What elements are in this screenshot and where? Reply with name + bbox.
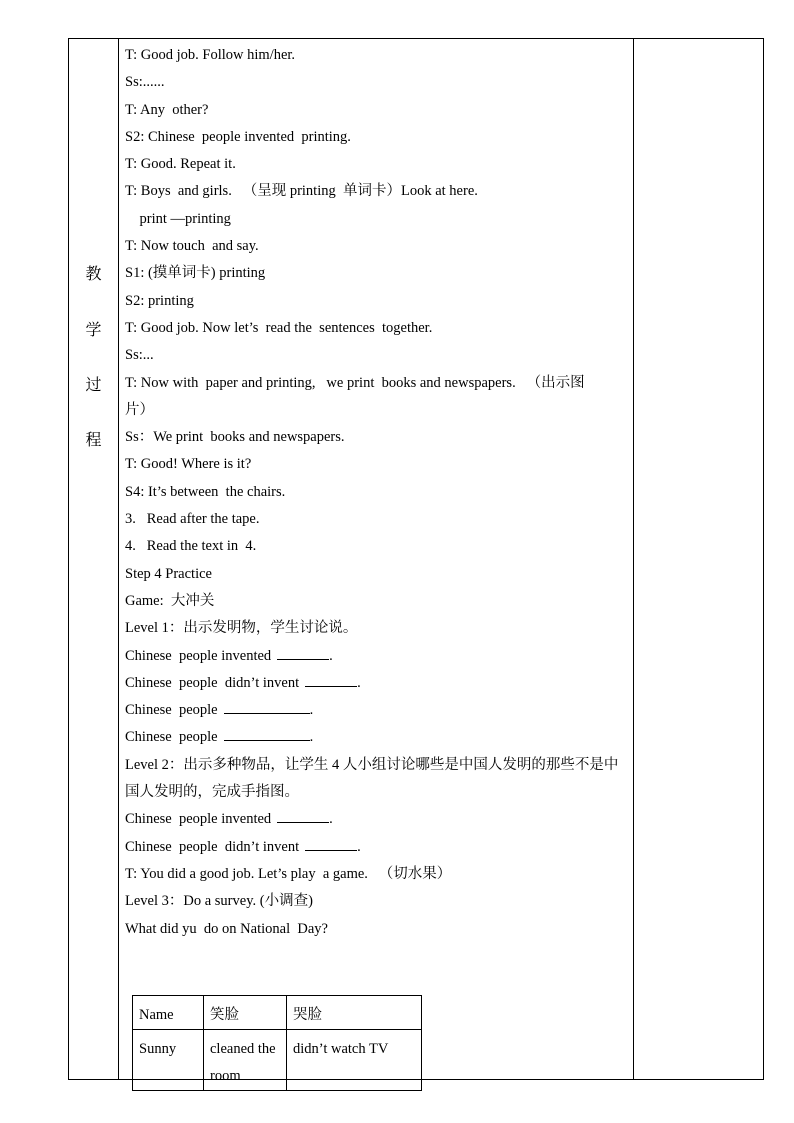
fill-blank-end: . bbox=[357, 838, 361, 855]
table-header-cell: 哭脸 bbox=[287, 996, 422, 1030]
fill-blank-line bbox=[125, 643, 631, 670]
column-divider-left bbox=[118, 39, 119, 1079]
text-line: Ss:... bbox=[125, 347, 154, 364]
text-line: S2: printing bbox=[125, 292, 194, 309]
fill-blank-end: . bbox=[309, 702, 314, 719]
text-line: T: Good. Repeat it. bbox=[125, 156, 236, 173]
fill-blank-line bbox=[125, 724, 631, 751]
lesson-table bbox=[68, 38, 764, 1084]
text-line: T: Good job. Follow him/her. bbox=[125, 47, 296, 63]
blank-underline bbox=[277, 643, 329, 660]
fill-blank-end: . bbox=[357, 674, 361, 691]
blank-underline bbox=[305, 670, 357, 687]
table-cell: cleaned the room bbox=[204, 1030, 287, 1091]
survey-table bbox=[132, 995, 422, 1091]
text-line: 3. Read after the tape. bbox=[125, 511, 260, 528]
text-line: T: Now touch and say. bbox=[125, 238, 259, 255]
text-line: T: Good! Where is it? bbox=[125, 456, 252, 473]
table-header-row bbox=[133, 996, 422, 1030]
text-line: T: Now with paper and printing, we print books and newspapers. （出示图 bbox=[125, 374, 585, 391]
text-line: T: Good job. Now let’s read the sentences together. bbox=[125, 319, 433, 336]
fill-blank-text: Chinese people invented bbox=[125, 811, 272, 828]
text-line: S1: (摸单词卡) printing bbox=[125, 265, 266, 282]
fill-blank-text: Chinese people invented bbox=[125, 647, 272, 664]
text-line: T: Any other? bbox=[125, 101, 209, 118]
table-row bbox=[133, 1030, 422, 1091]
fill-blank-end: . bbox=[309, 729, 314, 746]
teaching-process-content bbox=[125, 42, 631, 943]
text-line: Ss：We print books and newspapers. bbox=[125, 429, 345, 446]
text-line: Level 3：Do a survey. (小调查) bbox=[125, 893, 313, 910]
text-line: S2: Chinese people invented printing. bbox=[125, 128, 351, 145]
table-header-cell: Name bbox=[133, 996, 204, 1030]
fill-blank-text: Chinese people didn’t invent bbox=[125, 674, 300, 691]
table-header-cell: 笑脸 bbox=[204, 996, 287, 1030]
level2-paragraph: Level 2：出示多种物品，让学生 4 人小组讨论哪些是中国人发明的那些不是中国人发明的，完成手指图。 bbox=[125, 756, 619, 801]
text-line: S4: It’s between the chairs. bbox=[125, 483, 286, 500]
text-line: What did yu do on National Day? bbox=[125, 920, 328, 937]
side-label-char: 过 bbox=[85, 377, 102, 394]
text-line: Game: 大冲关 bbox=[125, 592, 215, 609]
text-line: 4. Read the text in 4. bbox=[125, 538, 257, 555]
fill-blank-line bbox=[125, 834, 631, 861]
column-divider-right bbox=[633, 39, 634, 1079]
side-label-char: 学 bbox=[85, 322, 102, 339]
text-line: T: You did a good job. Let’s play a game. （切水果） bbox=[125, 865, 452, 882]
blank-underline bbox=[224, 724, 310, 741]
blank-underline bbox=[277, 806, 329, 823]
side-label-char: 程 bbox=[85, 432, 102, 449]
table-cell: Sunny bbox=[133, 1030, 204, 1091]
fill-blank-end: . bbox=[329, 811, 333, 828]
fill-blank-line bbox=[125, 806, 631, 833]
fill-blank-text: Chinese people bbox=[125, 729, 218, 746]
text-line: Step 4 Practice bbox=[125, 565, 212, 582]
text-line: Level 1：出示发明物，学生讨论说。 bbox=[125, 620, 358, 637]
fill-blank-text: Chinese people didn’t invent bbox=[125, 838, 300, 855]
fill-blank-end: . bbox=[329, 647, 333, 664]
text-line: print —printing bbox=[125, 210, 231, 227]
side-label-char: 教 bbox=[85, 266, 102, 283]
text-line: T: Boys and girls. （呈现 printing 单词卡）Look at here. bbox=[125, 183, 478, 200]
blank-underline bbox=[224, 697, 310, 714]
table-cell: didn’t watch TV bbox=[287, 1030, 422, 1091]
fill-blank-text: Chinese people bbox=[125, 702, 218, 719]
fill-blank-line bbox=[125, 670, 631, 697]
fill-blank-line bbox=[125, 697, 631, 724]
blank-underline bbox=[305, 834, 357, 851]
text-line: Ss:...... bbox=[125, 74, 165, 91]
text-line: 片） bbox=[125, 401, 154, 418]
